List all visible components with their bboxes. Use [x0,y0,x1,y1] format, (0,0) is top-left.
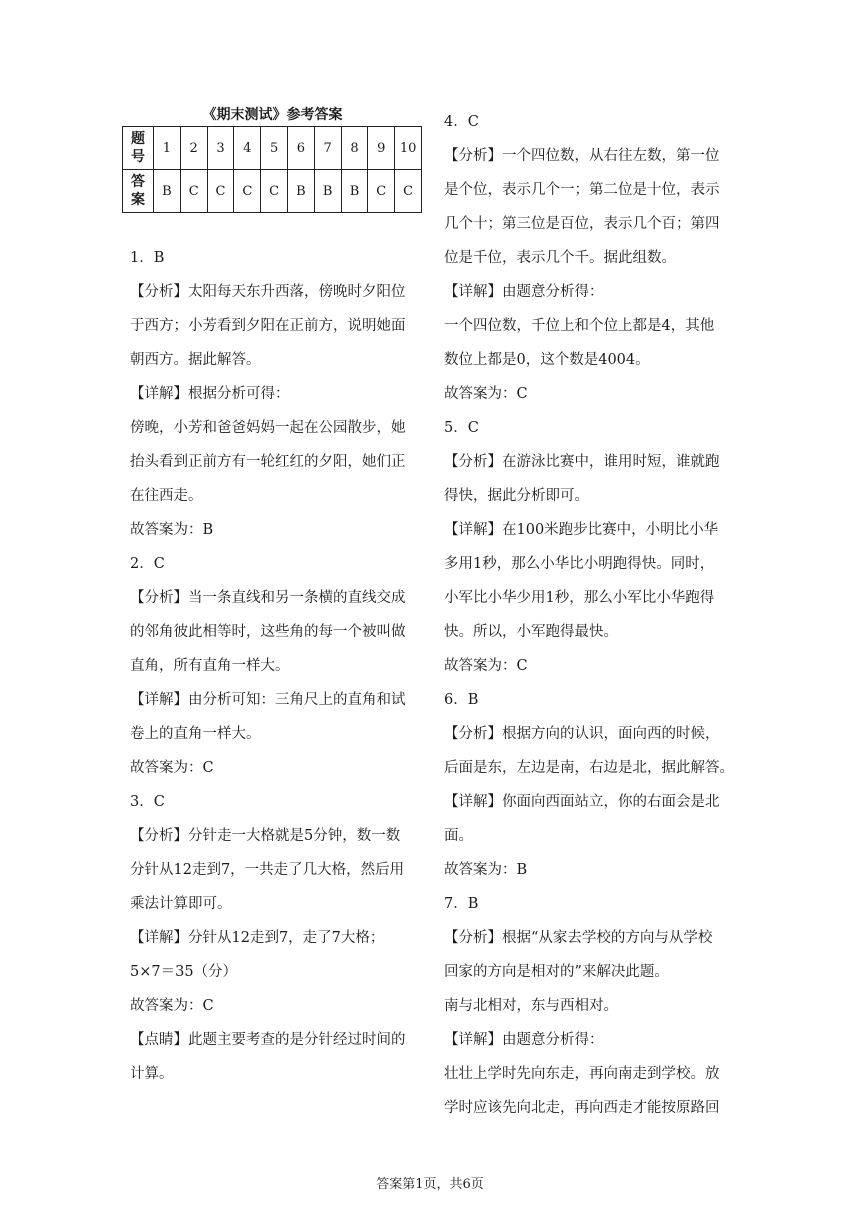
table-cell-number: 7 [314,127,341,170]
text-line: 2．C [130,556,165,572]
text-line: 卷上的直角一样大。 [130,726,261,742]
table-row-answers [123,170,422,213]
text-line: 【分析】在游泳比赛中，谁用时短，谁就跑 [444,454,720,470]
header-char: 题 [131,131,145,147]
table-cell-number: 6 [287,127,314,170]
table-cell-answer: C [207,170,234,213]
text-line: 【详解】由分析可知：三角尺上的直角和试 [130,692,406,708]
text-line: 直角，所有直角一样大。 [130,658,290,674]
table-cell-answer: B [341,170,368,213]
text-line: 抬头看到正前方有一轮红红的夕阳，她们正 [130,454,406,470]
text-line: 【详解】分针从12走到7，走了7大格； [130,930,385,946]
table-cell-number: 3 [207,127,234,170]
table-cell-number: 2 [180,127,207,170]
text-line: 的邻角彼此相等时，这些角的每一个被叫做 [130,624,406,640]
text-line: 【分析】当一条直线和另一条横的直线交成 [130,590,406,606]
text-line: 故答案为：C [444,386,528,402]
table-cell-number: 5 [261,127,288,170]
text-line: 小军比小华少用1秒，那么小军比小华跑得 [444,590,715,606]
text-line: 学时应该先向北走，再向西走才能按原路回 [444,1100,720,1116]
page-footer: 答案第1页，共6页 [376,1177,484,1192]
text-line: 几个十；第三位是百位，表示几个百；第四 [444,216,720,232]
text-line: 位是千位，表示几个千。据此组数。 [444,250,676,266]
table-header-number [123,127,154,170]
text-line: 6．B [444,692,479,708]
table-cell-answer: B [154,170,181,213]
table-cell-number: 10 [395,127,422,170]
table-cell-answer: B [287,170,314,213]
text-line: 数位上都是0，这个数是4004。 [444,352,650,368]
text-line: 是个位，表示几个一；第二位是十位，表示 [444,182,720,198]
text-line: 故答案为：C [130,760,214,776]
text-line: 【分析】太阳每天东升西落，傍晚时夕阳位 [130,284,406,300]
table-cell-number: 4 [234,127,261,170]
text-line: 故答案为：C [130,998,214,1014]
text-line: 4．C [444,114,479,130]
text-line: 【分析】分针走一大格就是5分钟，数一数 [130,828,401,844]
text-line: 3．C [130,794,165,810]
text-line: 【分析】根据方向的认识，面向西的时候， [444,726,720,742]
table-cell-answer: C [261,170,288,213]
table-header-answer [123,170,154,213]
text-line: 【详解】根据分析可得： [130,386,290,402]
text-line: 得快，据此分析即可。 [444,488,589,504]
text-line: 故答案为：B [130,522,214,538]
text-line: 面。 [444,828,473,844]
text-line: 快。所以，小军跑得最快。 [444,624,618,640]
right-column [444,105,739,1125]
text-line: 【详解】在100米跑步比赛中，小明比小华 [444,522,719,538]
text-line: 5×7＝35（分） [130,964,238,980]
text-line: 【详解】由题意分析得： [444,284,604,300]
table-cell-number: 9 [368,127,395,170]
text-line: 一个四位数，千位上和个位上都是4，其他 [444,318,715,334]
table-cell-answer: C [234,170,261,213]
table-cell-number: 1 [154,127,181,170]
left-column [130,241,420,1091]
text-line: 【分析】根据“从家去学校的方向与从学校 [444,930,713,946]
text-line: 乘法计算即可。 [130,896,232,912]
text-line: 1．B [130,250,165,266]
text-line: 【点睛】此题主要考查的是分针经过时间的 [130,1032,406,1048]
text-line: 傍晚，小芳和爸爸妈妈一起在公园散步，她 [130,420,406,436]
text-line: 7．B [444,896,479,912]
table-row-numbers [123,127,422,170]
page-title: 《期末测试》参考答案 [202,107,343,123]
text-line: 【详解】由题意分析得： [444,1032,604,1048]
text-line: 计算。 [130,1066,174,1082]
text-line: 5．C [444,420,479,436]
text-line: 在往西走。 [130,488,203,504]
header-char: 案 [131,192,145,208]
table-cell-answer: B [314,170,341,213]
text-line: 朝西方。据此解答。 [130,352,261,368]
text-line: 故答案为：C [444,658,528,674]
text-line: 【分析】一个四位数，从右往左数，第一位 [444,148,720,164]
table-cell-answer: C [395,170,422,213]
table-cell-answer: C [180,170,207,213]
table-cell-answer: C [368,170,395,213]
text-line: 故答案为：B [444,862,528,878]
text-line: 回家的方向是相对的”来解决此题。 [444,964,669,980]
table-cell-number: 8 [341,127,368,170]
text-line: 后面是东，左边是南，右边是北，据此解答。 [444,760,734,776]
header-char: 答 [131,174,145,190]
text-line: 【详解】你面向西面站立，你的右面会是北 [444,794,720,810]
text-line: 南与北相对，东与西相对。 [444,998,618,1014]
header-char: 号 [131,149,145,165]
text-line: 壮壮上学时先向东走，再向南走到学校。放 [444,1066,720,1082]
text-line: 于西方；小芳看到夕阳在正前方，说明她面 [130,318,406,334]
text-line: 分针从12走到7，一共走了几大格，然后用 [130,862,405,878]
text-line: 多用1秒，那么小华比小明跑得快。同时， [444,556,715,572]
answer-table [122,126,422,213]
